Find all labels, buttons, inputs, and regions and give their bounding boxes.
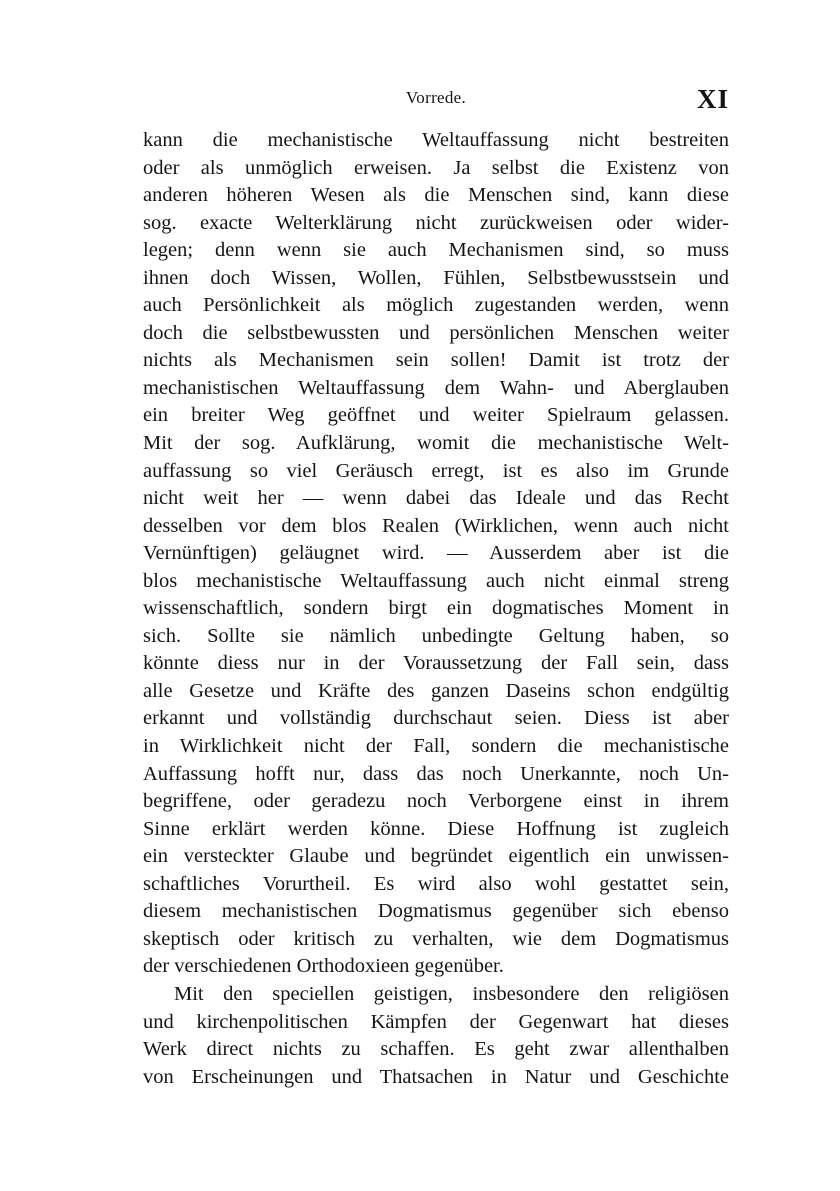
text-line: auffassung so viel Geräusch erregt, ist es also im Grunde — [143, 459, 729, 482]
running-title: Vorrede. — [405, 88, 467, 107]
page-number: XI — [696, 84, 729, 114]
body-text — [143, 127, 729, 1091]
text-line: Mit den speciellen geistigen, insbesondere den religiösen — [174, 982, 729, 1005]
text-line: begriffene, oder geradezu noch Verborgene einst in ihrem — [143, 790, 729, 813]
text-line: legen; denn wenn sie auch Mechanismen sind, so muss — [143, 239, 729, 262]
text-line: blos mechanistische Weltauffassung auch nicht einmal streng — [143, 569, 729, 592]
text-line: der verschiedenen Orthodoxieen gegenüber. — [143, 955, 504, 978]
text-line: Auffassung hofft nur, dass das noch Unerkannte, noch Un- — [143, 762, 729, 785]
text-line: und kirchenpolitischen Kämpfen der Gegenwart hat dieses — [143, 1010, 729, 1033]
text-line: nichts als Mechanismen sein sollen! Damit ist trotz der — [143, 349, 729, 372]
text-line: alle Gesetze und Kräfte des ganzen Daseins schon endgültig — [143, 679, 729, 702]
text-line: Werk direct nichts zu schaffen. Es geht zwar allenthalben — [143, 1038, 729, 1061]
text-line: kann die mechanistische Weltauffassung nicht bestreiten — [143, 129, 729, 151]
text-line: sich. Sollte sie nämlich unbedingte Geltung haben, so — [143, 624, 729, 647]
text-line: diesem mechanistischen Dogmatismus gegenüber sich ebenso — [143, 900, 729, 923]
text-line: Sinne erklärt werden könne. Diese Hoffnung ist zugleich — [143, 817, 729, 840]
text-line: ein breiter Weg geöffnet und weiter Spielraum gelassen. — [143, 404, 729, 427]
text-line: mechanistischen Weltauffassung dem Wahn- und Aberglauben — [143, 376, 729, 399]
text-line: in Wirklichkeit nicht der Fall, sondern die mechanistische — [143, 735, 729, 758]
text-line: wissenschaftlich, sondern birgt ein dogmatisches Moment in — [143, 597, 729, 620]
text-line: Vernünftigen) geläugnet wird. — Ausserdem aber ist die — [143, 542, 729, 565]
running-header — [143, 84, 729, 118]
paragraph-2 — [143, 981, 729, 1091]
text-line: Mit der sog. Aufklärung, womit die mechanistische Welt- — [143, 432, 729, 455]
paragraph-1 — [143, 127, 729, 981]
text-line: doch die selbstbewussten und persönlichen Menschen weiter — [143, 321, 729, 344]
text-line: sog. exacte Welterklärung nicht zurückweisen oder wider- — [143, 211, 729, 234]
text-line: anderen höheren Wesen als die Menschen sind, kann diese — [143, 184, 729, 207]
text-line: desselben vor dem blos Realen (Wirklichen, wenn auch nicht — [143, 514, 729, 537]
text-line: nicht weit her — wenn dabei das Ideale und das Recht — [143, 487, 729, 510]
text-line: könnte diess nur in der Voraussetzung der Fall sein, dass — [143, 652, 729, 675]
text-line: von Erscheinungen und Thatsachen in Natur und Geschichte — [143, 1065, 729, 1088]
text-line: auch Persönlichkeit als möglich zugestanden werden, wenn — [143, 294, 729, 317]
text-line: ein versteckter Glaube und begründet eigentlich ein unwissen- — [143, 845, 729, 868]
text-line: erkannt und vollständig durchschaut seien. Diess ist aber — [143, 707, 729, 730]
text-line: ihnen doch Wissen, Wollen, Fühlen, Selbstbewusstsein und — [143, 266, 729, 289]
text-line: oder als unmöglich erweisen. Ja selbst die Existenz von — [143, 156, 729, 179]
text-line: schaftliches Vorurtheil. Es wird also wohl gestattet sein, — [143, 872, 729, 895]
text-line: skeptisch oder kritisch zu verhalten, wie dem Dogmatismus — [143, 927, 729, 950]
